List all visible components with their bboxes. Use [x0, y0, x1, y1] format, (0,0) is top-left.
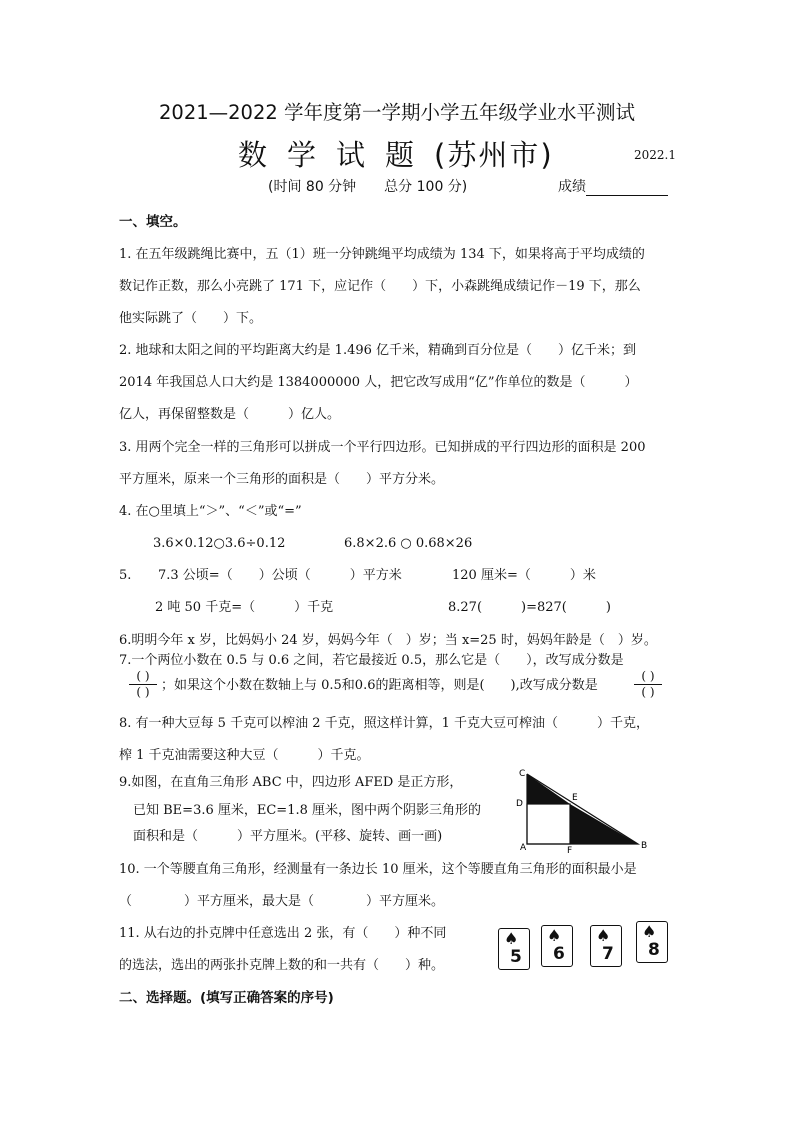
- card-value: 8: [648, 940, 660, 960]
- q7-line1: 7.一个两位小数在 0.5 与 0.6 之间，若它最接近 0.5，那么它是（ ），改写成分数是: [119, 653, 624, 668]
- q8-line1: 8. 有一种大豆每 5 千克可以榨油 2 千克，照这样计算，1 千克大豆可榨油（ ）千克，: [119, 716, 650, 731]
- q2-line3: 亿人，再保留整数是（ ）亿人。: [119, 407, 341, 422]
- q9-line2: 已知 BE=3.6 厘米，EC=1.8 厘米，图中两个阴影三角形的: [133, 803, 482, 818]
- spade-icon: ♠: [504, 929, 519, 948]
- q5-item-d: 8.27( )=827( ): [448, 600, 611, 615]
- q5-number: 5.: [119, 568, 132, 583]
- exam-subtitle: [238, 133, 554, 174]
- card-value: 7: [602, 944, 614, 964]
- q10-line1: 10. 一个等腰直角三角形，经测量有一条边长 10 厘米，这个等腰直角三角形的面积最小是: [119, 862, 637, 877]
- q3-line1: 3. 用两个完全一样的三角形可以拼成一个平行四边形。已知拼成的平行四边形的面积是 200: [119, 440, 646, 455]
- label-f: F: [567, 846, 573, 854]
- card-value: 6: [553, 944, 565, 964]
- square-afed: [527, 804, 570, 844]
- score-blank: [586, 181, 668, 196]
- label-c: C: [519, 769, 526, 779]
- q11-line1: 11. 从右边的扑克牌中任意选出 2 张，有（ ）种不同: [119, 926, 447, 941]
- q7-fraction-2-denominator: ( ): [641, 685, 655, 699]
- q7-fraction-2-numerator: ( ): [641, 669, 655, 683]
- q4-item-a: 3.6×0.12○3.6÷0.12: [153, 536, 286, 551]
- playing-card-6: [541, 925, 573, 967]
- q9-line3: 面积和是（ ）平方厘米。(平移、旋转、画一画): [133, 829, 443, 844]
- label-a: A: [520, 843, 527, 853]
- q7-fraction-2: [632, 670, 664, 699]
- label-d: D: [516, 799, 523, 809]
- label-b: B: [641, 841, 648, 851]
- card-value: 5: [510, 947, 522, 967]
- q2-line2: 2014 年我国总人口大约是 1384000000 人，把它改写成用“亿”作单位的数是（ ）: [119, 375, 638, 390]
- exam-date: 2022.1: [634, 148, 676, 162]
- spade-icon: ♠: [642, 922, 657, 941]
- q1-line1: 1. 在五年级跳绳比赛中，五（1）班一分钟跳绳平均成绩为 134 下，如果将高于平均成绩的: [119, 247, 645, 262]
- q4-line1: 4. 在○里填上“＞”、“＜”或“=”: [119, 504, 302, 519]
- spade-icon: ♠: [547, 926, 562, 945]
- playing-card-8: [636, 921, 668, 963]
- q3-line2: 平方厘米，原来一个三角形的面积是（ ）平方分米。: [119, 472, 445, 487]
- subject-name: 数学试题: [238, 138, 435, 172]
- spade-icon: ♠: [596, 926, 611, 945]
- playing-card-5: [498, 928, 530, 970]
- q4-item-b: 6.8×2.6 ○ 0.68×26: [344, 536, 473, 551]
- score-field: [558, 176, 668, 196]
- q7-line2: ；如果这个小数在数轴上与 0.5和0.6的距离相等，则是( ),改写成分数是: [161, 678, 598, 693]
- q11-line2: 的选法，选出的两张扑克牌上数的和一共有（ ）种。: [119, 958, 445, 973]
- section-2-heading: 二、选择题。(填写正确答案的序号): [119, 990, 334, 1006]
- q7-fraction-1-numerator: ( ): [136, 669, 150, 683]
- q5-item-a: 7.3 公顷=（ ）公顷（ ）平方米: [158, 568, 402, 583]
- q6-line: 6.明明今年 x 岁，比妈妈小 24 岁，妈妈今年（ ）岁；当 x=25 时，妈妈年龄是（ ）岁。: [119, 633, 657, 648]
- city-name: (苏州市): [434, 138, 554, 172]
- exam-title: 2021—2022 学年度第一学期小学五年级学业水平测试: [159, 101, 635, 124]
- q1-line3: 他实际跳了（ ）下。: [119, 311, 263, 326]
- section-1-heading: 一、填空。: [119, 214, 187, 230]
- q5-item-c: 2 吨 50 千克=（ ）千克: [155, 600, 334, 615]
- q10-line2: （ ）平方厘米，最大是（ ）平方厘米。: [119, 894, 445, 909]
- q9-line1: 9.如图，在直角三角形 ABC 中，四边形 AFED 是正方形，: [119, 775, 463, 790]
- q1-line2: 数记作正数，那么小亮跳了 171 下，应记作（ ）下，小森跳绳成绩记作－19 下，那么: [119, 279, 641, 294]
- q7-fraction-1-denominator: ( ): [136, 685, 150, 699]
- q8-line2: 榨 1 千克油需要这种大豆（ ）千克。: [119, 748, 370, 763]
- q5-item-b: 120 厘米=（ ）米: [452, 568, 596, 583]
- q7-fraction-1: [127, 670, 159, 699]
- exam-meta: (时间 80 分钟 总分 100 分): [268, 179, 468, 195]
- playing-card-7: [590, 925, 622, 967]
- score-label: 成绩: [558, 179, 586, 195]
- triangle-figure: [510, 764, 660, 854]
- q2-line1: 2. 地球和太阳之间的平均距离大约是 1.496 亿千米，精确到百分位是（ ）亿千米；到: [119, 343, 637, 358]
- label-e: E: [572, 793, 578, 803]
